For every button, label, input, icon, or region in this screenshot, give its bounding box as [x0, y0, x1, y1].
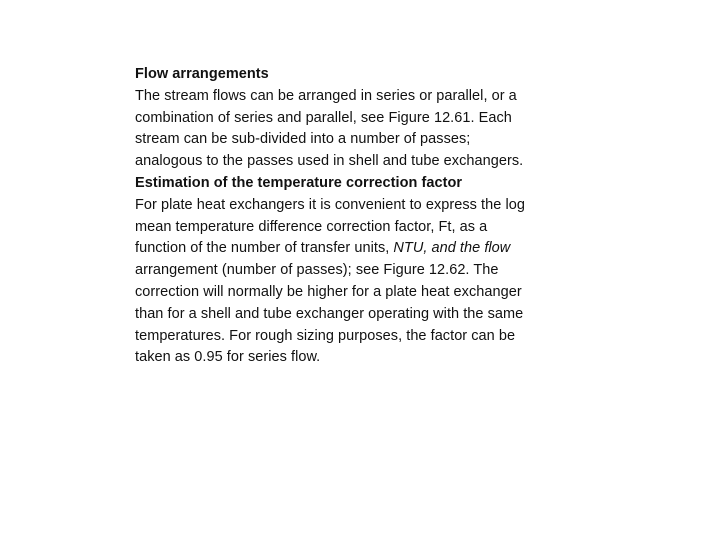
heading-temperature-correction: Estimation of the temperature correction factor — [135, 174, 463, 191]
italic-text: NTU, and the flow — [393, 240, 511, 257]
text-block — [135, 64, 585, 369]
paragraph-line: than for a shell and tube exchanger operating with the same — [135, 305, 524, 322]
paragraph-line: For plate heat exchangers it is convenient to express the log — [135, 196, 525, 213]
paragraph-text: function of the number of transfer units, — [135, 240, 394, 257]
paragraph-line: The stream flows can be arranged in series or parallel, or a — [135, 87, 517, 104]
paragraph-line: stream can be sub-divided into a number of passes; — [135, 131, 471, 148]
paragraph-line: temperatures. For rough sizing purposes, the factor can be — [135, 327, 516, 344]
paragraph-line: correction will normally be higher for a plate heat exchanger — [135, 283, 522, 300]
paragraph-line — [135, 238, 585, 260]
paragraph-line: analogous to the passes used in shell and tube exchangers. — [135, 153, 524, 170]
paragraph-line: combination of series and parallel, see Figure 12.61. Each — [135, 109, 512, 126]
paragraph-line: taken as 0.95 for series flow. — [135, 349, 321, 366]
paragraph-line: arrangement (number of passes); see Figure 12.62. The — [135, 262, 499, 279]
heading-flow-arrangements: Flow arrangements — [135, 66, 269, 82]
paragraph-line: mean temperature difference correction factor, Ft, as a — [135, 218, 488, 235]
